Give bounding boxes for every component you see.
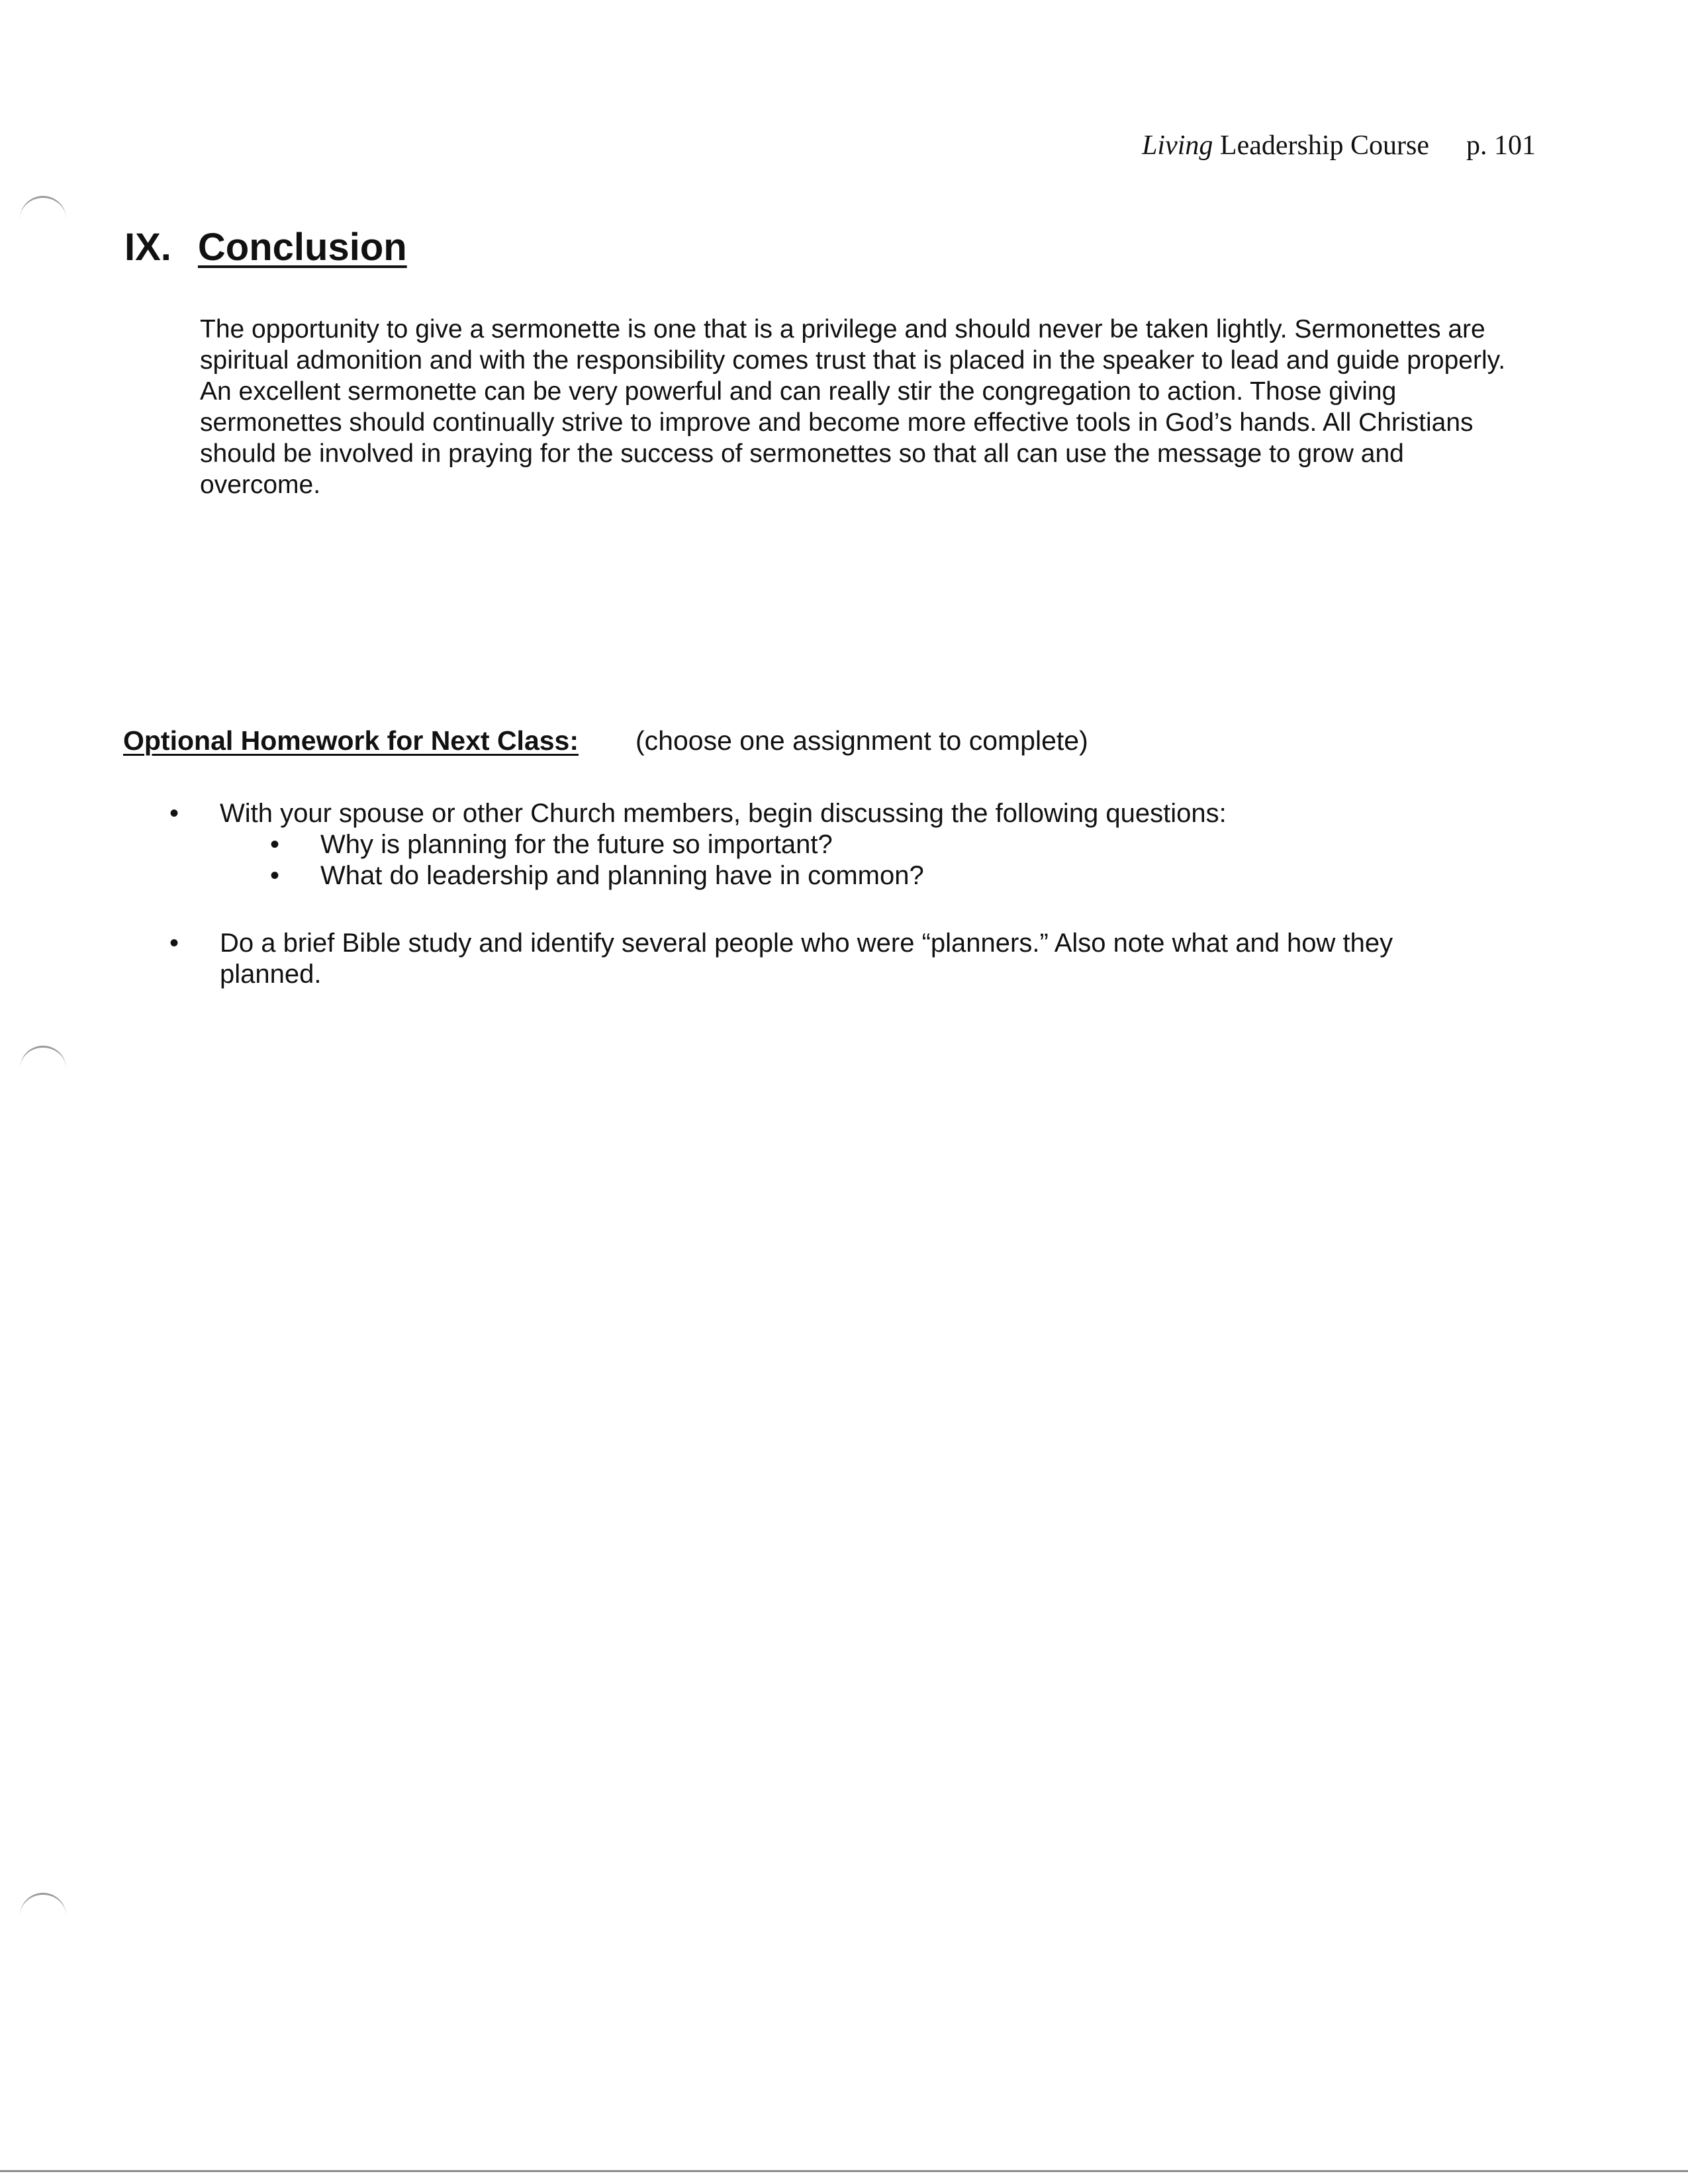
sub-list-item [270,829,1493,860]
section-number: IX. [124,226,171,269]
bullet-icon: • [169,929,179,958]
list-item [169,798,1493,891]
course-name-italic: Living [1142,130,1213,161]
sub-list-item-text: Why is planning for the future so important? [320,830,833,859]
homework-list-first [169,798,1493,891]
scan-edge-line [0,2170,1688,2172]
homework-note: (choose one assignment to complete) [635,725,1088,756]
list-item-text: Do a brief Bible study and identify several people who were “planners.” Also note what and how they planned. [220,929,1393,989]
homework-title: Optional Homework for Next Class: [123,725,579,756]
section-heading [124,225,407,269]
sub-list-item-text: What do leadership and planning have in common? [320,861,924,890]
binder-hole-mark [20,196,66,231]
binder-hole-mark [20,1046,66,1081]
page-number: p. 101 [1466,130,1536,161]
sub-list-item [270,860,1493,891]
bullet-icon: • [270,830,280,859]
course-name-rest: Leadership Course [1213,130,1429,161]
homework-header [123,725,1088,756]
homework-list-second [169,928,1493,990]
conclusion-paragraph: The opportunity to give a sermonette is one that is a privilege and should never be taken lightly. Sermonettes are spiritual admonition and with the responsibility comes trust that is placed in the speaker to lead and guide properly. An excellent sermonette can be very powerful and can really stir the congregation to action. Those giving sermonettes should continually strive to improve and become more effective tools in God’s hands. All Christians should be involved in praying for the success of sermonettes so that all can use the message to grow and overcome. [200,315,1506,499]
running-header [1142,130,1536,161]
sub-list [220,829,1493,891]
section-title: Conclusion [197,226,407,269]
bullet-icon: • [270,861,280,890]
list-item-text: With your spouse or other Church members, begin discussing the following questions: [220,799,1227,828]
list-item [169,928,1493,990]
bullet-icon: • [169,799,179,828]
binder-hole-mark [20,1893,66,1928]
